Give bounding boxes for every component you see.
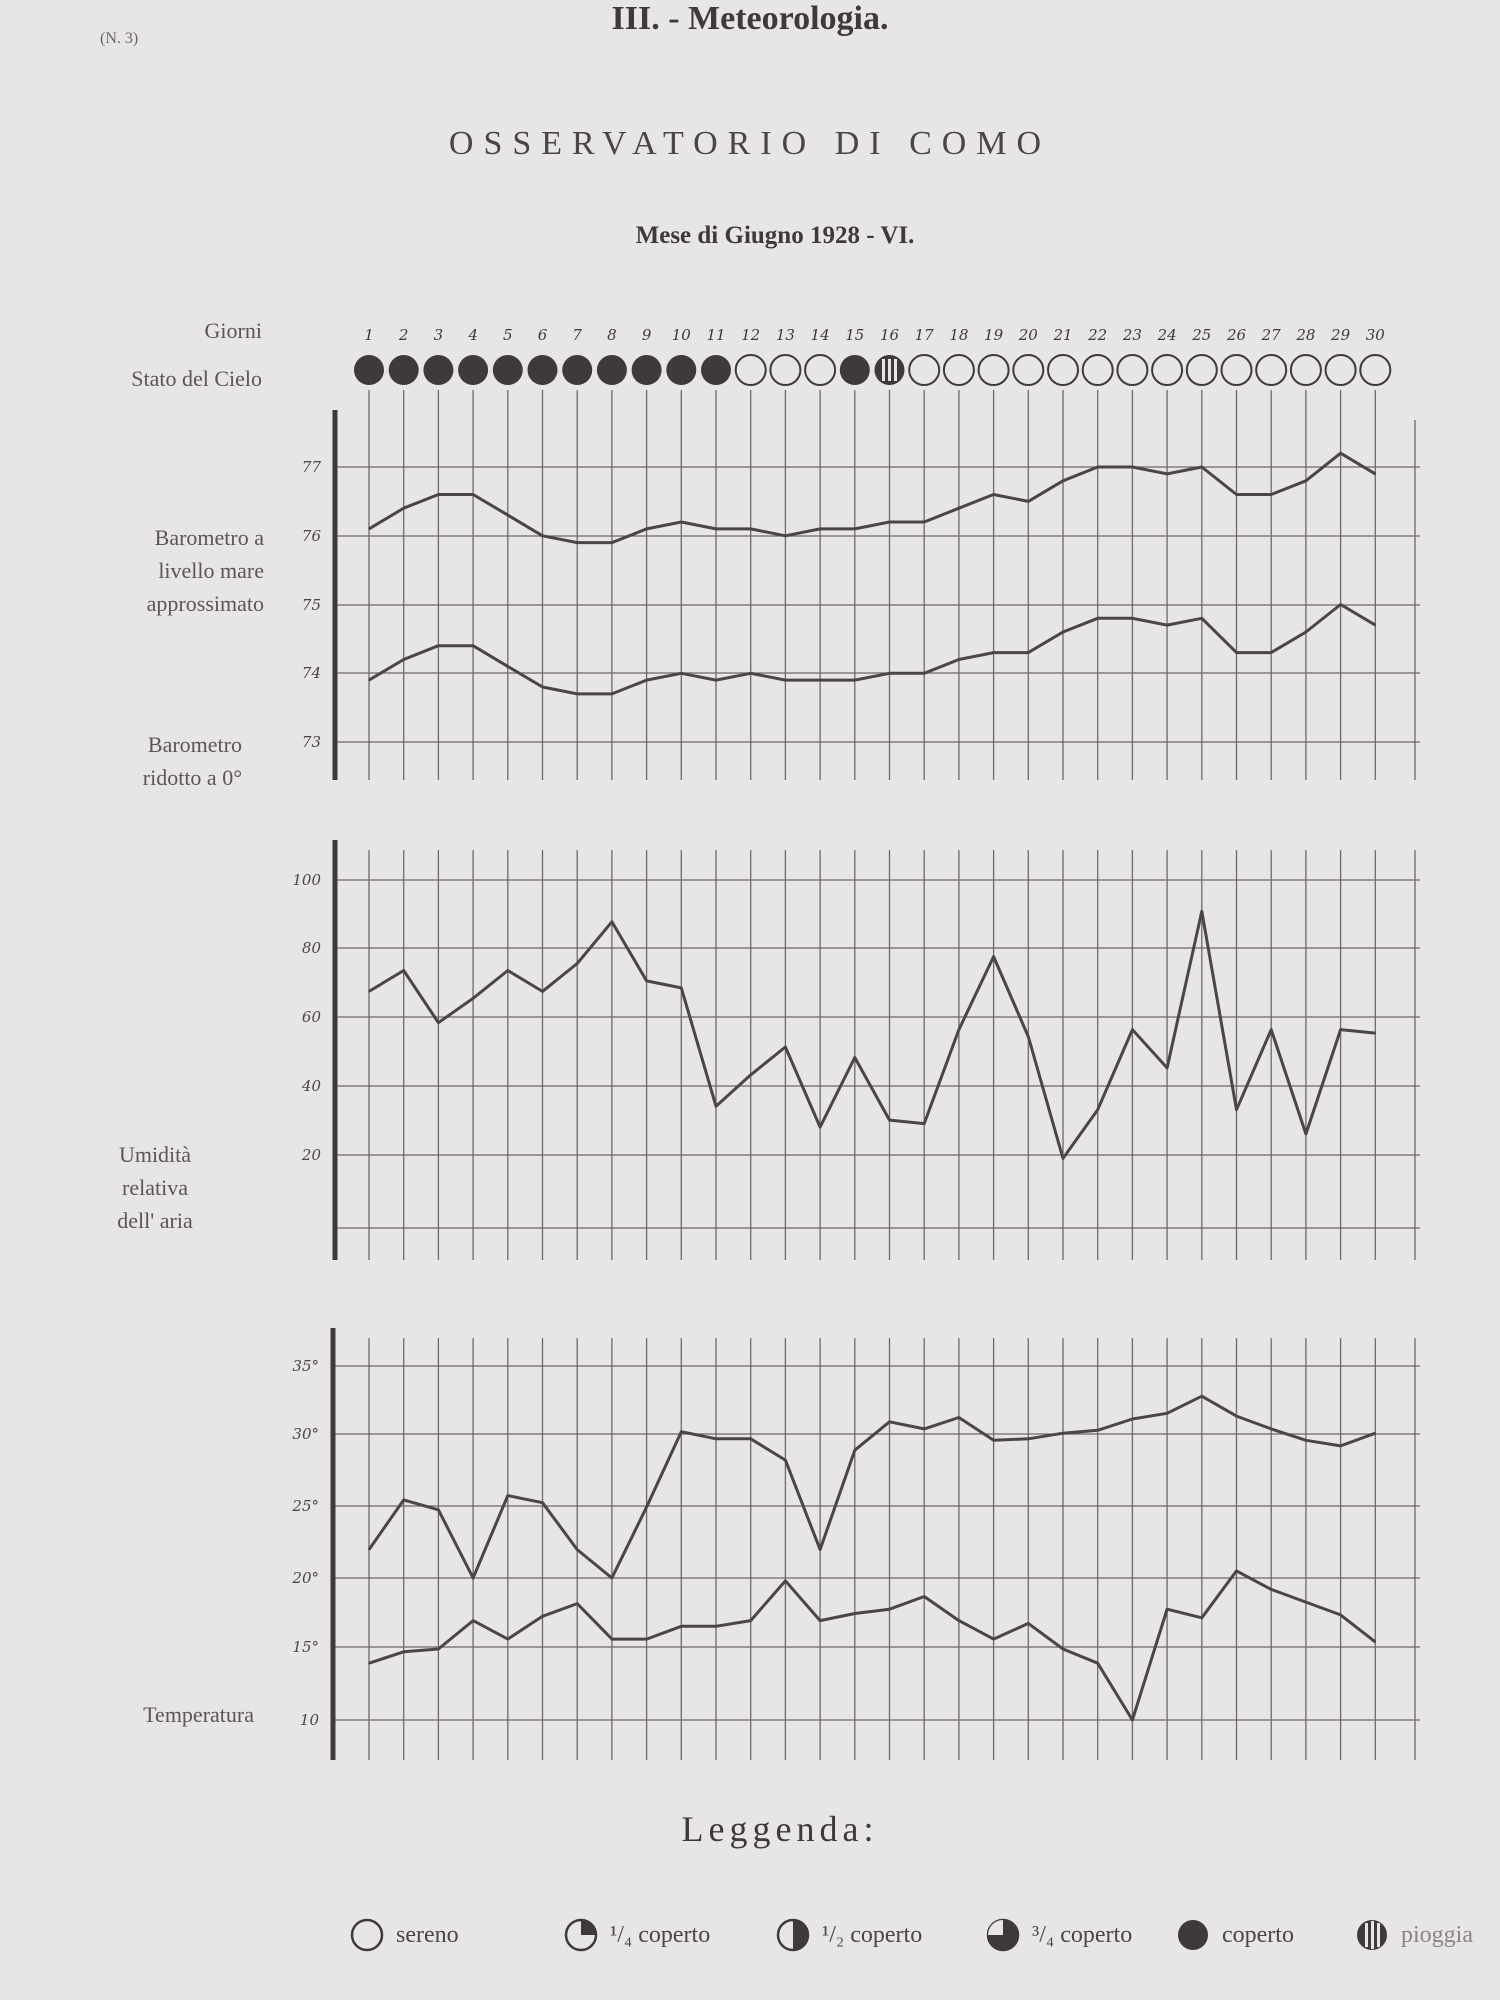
- barometer-sea-line-point: [1028, 501, 1030, 503]
- panel-2: [292, 840, 1420, 1260]
- temperature-min-line-point: [646, 1638, 648, 1640]
- barometer-zero-line-point: [438, 645, 440, 647]
- temperature-max-line-point: [1028, 1438, 1030, 1440]
- temperature-max-line-point: [681, 1431, 683, 1433]
- barometer-sea-line-point: [785, 535, 787, 537]
- sky-symbol-day-20: [1013, 355, 1043, 385]
- temperature-min-line-point: [542, 1616, 544, 1618]
- day-number-24: 24: [1157, 326, 1177, 344]
- panel-1: [302, 390, 1420, 780]
- sky-symbol-day-21: [1048, 355, 1078, 385]
- temperature-min-line-point: [1375, 1641, 1377, 1643]
- temperature-min-line-point: [507, 1638, 509, 1640]
- humidity-line-point: [854, 1057, 856, 1059]
- humidity-line-point: [1270, 1029, 1272, 1031]
- day-number-5: 5: [503, 326, 513, 344]
- temperature-min-line-point: [1305, 1601, 1307, 1603]
- barometer-sea-line-point: [611, 542, 613, 544]
- temperature-max-line-point: [923, 1428, 925, 1430]
- barometer-sea-line-point: [646, 528, 648, 530]
- temperature-min-line-point: [785, 1580, 787, 1582]
- barometer-zero-line-point: [819, 679, 821, 681]
- humidity-line-point: [819, 1126, 821, 1128]
- humidity-line-point: [958, 1029, 960, 1031]
- barometer-sea-line-point: [923, 521, 925, 523]
- y-tick-label: 30°: [292, 1425, 319, 1443]
- temperature-max-line-point: [1097, 1430, 1099, 1432]
- days-label: Giorni: [204, 318, 262, 343]
- barometer-zero-line-point: [1236, 652, 1238, 654]
- temperature-min-line-point: [472, 1620, 474, 1622]
- humidity-line-point: [1201, 911, 1203, 913]
- temperature-min-line-point: [750, 1620, 752, 1622]
- temperature-max-line-point: [1305, 1440, 1307, 1442]
- temperature-min-line-point: [819, 1620, 821, 1622]
- y-tick-label: 60: [301, 1008, 321, 1026]
- y-tick-label: 73: [301, 733, 321, 751]
- day-number-13: 13: [775, 326, 795, 344]
- y-tick-label: 100: [292, 871, 321, 889]
- temperature-max-line-point: [368, 1549, 370, 1551]
- temperature-max-line-point: [438, 1509, 440, 1511]
- y-tick-label: 20°: [292, 1569, 319, 1587]
- day-number-11: 11: [706, 326, 726, 344]
- sky-symbol-day-19: [979, 355, 1009, 385]
- barometer-sea-line-point: [542, 535, 544, 537]
- barometer-sea-line-point: [958, 507, 960, 509]
- legend: [350, 1918, 1480, 1968]
- temperature-max-line-point: [785, 1459, 787, 1461]
- temperature-min-line-point: [1097, 1662, 1099, 1664]
- section-title: III. - Meteorologia.: [611, 0, 889, 37]
- coperto-icon: [1176, 1918, 1210, 1952]
- sky-symbol-day-29: [1326, 355, 1356, 385]
- y-tick-label: 80: [301, 939, 321, 957]
- humidity-line-point: [472, 998, 474, 1000]
- sky-symbol-day-2: [389, 355, 419, 385]
- barometer-zero-line-point: [403, 659, 405, 661]
- temperature-min-line-point: [854, 1613, 856, 1615]
- barometer-zero-line-point: [1062, 631, 1064, 633]
- day-number-2: 2: [398, 326, 409, 344]
- barometer-sea-line-point: [368, 528, 370, 530]
- barometer-sea-line-point: [1166, 473, 1168, 475]
- barometer-zero-line-point: [750, 673, 752, 675]
- sky-symbol-day-25: [1187, 355, 1217, 385]
- temperature-max-line-point: [542, 1502, 544, 1504]
- sky-symbol-day-7: [562, 355, 592, 385]
- temperature-min-line-point: [611, 1638, 613, 1640]
- y-tick-label: 76: [301, 527, 321, 545]
- legend-item-sereno: sereno: [350, 1918, 459, 1952]
- day-number-16: 16: [879, 326, 900, 344]
- barometer-zero-line-point: [576, 693, 578, 695]
- barometer-sea-label: Barometro a livello mare approssimato: [146, 525, 264, 616]
- humidity-line-point: [1236, 1109, 1238, 1111]
- temperature-max-line-point: [403, 1499, 405, 1501]
- temperature-min-line-point: [1132, 1719, 1134, 1721]
- half-covered-icon: [776, 1918, 810, 1952]
- barometer-zero-line-point: [958, 659, 960, 661]
- y-tick-label: 75: [301, 596, 321, 614]
- humidity-line-point: [1097, 1109, 1099, 1111]
- humidity-label: Umidità relativa dell' aria: [117, 1142, 193, 1233]
- temperature-max-line-point: [646, 1506, 648, 1508]
- humidity-line-point: [507, 970, 509, 972]
- temperature-min-line-point: [681, 1626, 683, 1628]
- temperature-min-line-point: [403, 1651, 405, 1653]
- sky-symbol-day-24: [1152, 355, 1182, 385]
- legend-item-quarter: ¹/₄ coperto: [564, 1918, 710, 1952]
- legend-item-coperto: coperto: [1176, 1918, 1294, 1952]
- day-number-17: 17: [914, 326, 934, 344]
- day-number-4: 4: [468, 326, 478, 344]
- barometer-sea-line-point: [854, 528, 856, 530]
- humidity-line-point: [923, 1123, 925, 1125]
- barometer-zero-line-point: [854, 679, 856, 681]
- barometer-zero-line-point: [993, 652, 995, 654]
- y-tick-label: 35°: [292, 1357, 319, 1375]
- day-number-20: 20: [1018, 326, 1038, 344]
- temperature-min-line-point: [576, 1603, 578, 1605]
- day-number-29: 29: [1331, 326, 1351, 344]
- temperature-max-line-point: [993, 1440, 995, 1442]
- humidity-line-point: [368, 991, 370, 993]
- temperature-max-line-point: [472, 1577, 474, 1579]
- legend-title: Leggenda:: [681, 1809, 879, 1849]
- temperature-min-line-point: [889, 1608, 891, 1610]
- barometer-zero-line-point: [715, 679, 717, 681]
- sky-symbol-day-12: [736, 355, 766, 385]
- sereno-icon: [350, 1918, 384, 1952]
- humidity-line-point: [1340, 1029, 1342, 1031]
- temperature-min-line-point: [1166, 1608, 1168, 1610]
- humidity-line-point: [403, 970, 405, 972]
- day-number-14: 14: [810, 326, 830, 344]
- barometer-sea-line-point: [819, 528, 821, 530]
- barometer-zero-line-point: [368, 679, 370, 681]
- humidity-line-point: [681, 987, 683, 989]
- pioggia-icon: [1355, 1918, 1389, 1952]
- barometer-zero-line-point: [1201, 618, 1203, 620]
- barometer-sea-line-point: [1201, 466, 1203, 468]
- barometer-sea-line-point: [438, 494, 440, 496]
- barometer-sea-line-point: [1236, 494, 1238, 496]
- temperature-max-line-point: [1201, 1395, 1203, 1397]
- barometer-sea-line-point: [1375, 473, 1377, 475]
- legend-item-half: ¹/₂ coperto: [776, 1918, 922, 1952]
- sky-symbol-day-3: [423, 355, 453, 385]
- sky-symbol-day-27: [1256, 355, 1286, 385]
- day-number-6: 6: [537, 326, 548, 344]
- day-number-1: 1: [364, 326, 374, 344]
- temperature-min-line-point: [993, 1638, 995, 1640]
- temperature-max-line-point: [1340, 1445, 1342, 1447]
- sky-symbol-day-13: [770, 355, 800, 385]
- y-tick-label: 40: [301, 1077, 321, 1095]
- barometer-zero-line: [369, 605, 1375, 694]
- sky-symbol-day-14: [805, 355, 835, 385]
- sky-symbol-day-8: [597, 355, 627, 385]
- barometer-sea-line-point: [715, 528, 717, 530]
- humidity-line-point: [646, 980, 648, 982]
- observatory-title: OSSERVATORIO DI COMO: [448, 125, 1052, 162]
- legend-item-pioggia: pioggia: [1355, 1918, 1473, 1952]
- barometer-zero-label: Barometro ridotto a 0°: [142, 732, 242, 790]
- barometer-zero-line-point: [1375, 624, 1377, 626]
- temperature-max-line-point: [507, 1495, 509, 1497]
- day-number-8: 8: [607, 326, 617, 344]
- barometer-sea-line-point: [750, 528, 752, 530]
- humidity-line-point: [993, 956, 995, 958]
- day-number-28: 28: [1296, 326, 1316, 344]
- temperature-max-line-point: [576, 1549, 578, 1551]
- sky-symbol-day-11: [701, 355, 731, 385]
- day-number-22: 22: [1088, 326, 1108, 344]
- temperature-max-line-point: [1132, 1418, 1134, 1420]
- barometer-zero-line-point: [611, 693, 613, 695]
- sky-symbol-day-5: [493, 355, 523, 385]
- humidity-line-point: [889, 1119, 891, 1121]
- temperature-max-line-point: [611, 1577, 613, 1579]
- day-number-18: 18: [949, 326, 969, 344]
- temperature-max-line: [369, 1396, 1375, 1578]
- sky-symbol-day-23: [1117, 355, 1147, 385]
- sky-symbol-day-16: [875, 355, 905, 385]
- month-title: Mese di Giugno 1928 - VI.: [635, 222, 915, 249]
- page-number: (N. 3): [100, 30, 139, 47]
- barometer-zero-line-point: [889, 673, 891, 675]
- day-number-15: 15: [845, 326, 865, 344]
- barometer-zero-line-point: [646, 679, 648, 681]
- temperature-max-line-point: [958, 1417, 960, 1419]
- day-number-9: 9: [641, 326, 652, 344]
- temperature-max-line-point: [715, 1438, 717, 1440]
- temperature-max-line-point: [750, 1438, 752, 1440]
- day-number-26: 26: [1226, 326, 1247, 344]
- humidity-line-point: [1375, 1032, 1377, 1034]
- day-number-19: 19: [984, 326, 1004, 344]
- humidity-line-point: [1132, 1029, 1134, 1031]
- barometer-zero-line-point: [542, 686, 544, 688]
- temperature-min-line-point: [438, 1648, 440, 1650]
- day-number-21: 21: [1053, 326, 1073, 344]
- legend-item-three-quarter: ³/₄ coperto: [986, 1918, 1132, 1952]
- barometer-zero-line-point: [1132, 618, 1134, 620]
- sky-symbol-day-26: [1222, 355, 1252, 385]
- barometer-zero-line-point: [1270, 652, 1272, 654]
- sky-symbol-day-22: [1083, 355, 1113, 385]
- temperature-min-line-point: [1236, 1570, 1238, 1572]
- temperature-max-line-point: [889, 1421, 891, 1423]
- humidity-line-point: [715, 1105, 717, 1107]
- temperature-max-line-point: [819, 1549, 821, 1551]
- y-tick-label: 15°: [292, 1638, 319, 1656]
- barometer-sea-line-point: [1097, 466, 1099, 468]
- y-tick-label: 20: [301, 1146, 321, 1164]
- barometer-sea-line-point: [1305, 480, 1307, 482]
- barometer-zero-line-point: [1166, 624, 1168, 626]
- temperature-max-line-point: [1062, 1432, 1064, 1434]
- temperature-max-line-point: [854, 1449, 856, 1451]
- barometer-zero-line-point: [507, 666, 509, 668]
- temperature-min-line-point: [368, 1662, 370, 1664]
- barometer-sea-line-point: [576, 542, 578, 544]
- day-number-12: 12: [741, 326, 761, 344]
- barometer-zero-line-point: [1305, 631, 1307, 633]
- temperature-max-line-point: [1236, 1415, 1238, 1417]
- day-number-10: 10: [671, 326, 691, 344]
- temperature-min-line-point: [1270, 1589, 1272, 1591]
- sky-symbol-day-18: [944, 355, 974, 385]
- day-number-30: 30: [1365, 326, 1385, 344]
- day-number-23: 23: [1122, 326, 1142, 344]
- sky-symbol-day-17: [909, 355, 939, 385]
- temperature-min-line: [369, 1571, 1375, 1720]
- humidity-line-point: [785, 1046, 787, 1048]
- quarter-covered-icon: [564, 1918, 598, 1952]
- y-tick-label: 10: [299, 1711, 319, 1729]
- barometer-sea-line-point: [1340, 452, 1342, 454]
- humidity-line-point: [542, 991, 544, 993]
- humidity-line-point: [1062, 1158, 1064, 1160]
- y-tick-label: 25°: [292, 1497, 319, 1515]
- day-number-7: 7: [572, 326, 582, 344]
- sky-symbol-day-6: [528, 355, 558, 385]
- day-number-27: 27: [1261, 326, 1281, 344]
- day-number-25: 25: [1192, 326, 1212, 344]
- barometer-zero-line-point: [1097, 618, 1099, 620]
- day-number-3: 3: [433, 326, 444, 344]
- y-tick-label: 77: [301, 458, 321, 476]
- humidity-line-point: [438, 1022, 440, 1024]
- barometer-zero-line-point: [472, 645, 474, 647]
- sky-label: Stato del Cielo: [131, 366, 262, 391]
- barometer-zero-line-point: [681, 673, 683, 675]
- three-quarter-covered-icon: [986, 1918, 1020, 1952]
- temperature-max-line-point: [1375, 1432, 1377, 1434]
- barometer-zero-line-point: [1340, 604, 1342, 606]
- temperature-min-line-point: [923, 1596, 925, 1598]
- humidity-line-point: [611, 921, 613, 923]
- sky-symbol-day-1: [354, 355, 384, 385]
- barometer-sea-line-point: [889, 521, 891, 523]
- barometer-zero-line-point: [923, 673, 925, 675]
- barometer-sea-line-point: [472, 494, 474, 496]
- sky-symbol-day-30: [1360, 355, 1390, 385]
- barometer-sea-line-point: [507, 514, 509, 516]
- temperature-min-line-point: [1028, 1623, 1030, 1625]
- barometer-sea-line-point: [403, 507, 405, 509]
- sky-symbol-day-28: [1291, 355, 1321, 385]
- temperature-min-line-point: [1062, 1648, 1064, 1650]
- humidity-line-point: [750, 1074, 752, 1076]
- y-tick-label: 74: [301, 664, 321, 682]
- temperature-min-line-point: [715, 1626, 717, 1628]
- panel-3: [291, 1328, 1420, 1760]
- temperature-label: Temperatura: [143, 1702, 254, 1727]
- temperature-min-line-point: [958, 1620, 960, 1622]
- barometer-sea-line-point: [681, 521, 683, 523]
- barometer-sea-line-point: [1132, 466, 1134, 468]
- barometer-sea-line-point: [1062, 480, 1064, 482]
- sky-symbol-day-15: [840, 355, 870, 385]
- temperature-min-line-point: [1340, 1614, 1342, 1616]
- temperature-min-line-point: [1201, 1617, 1203, 1619]
- sky-symbol-day-10: [666, 355, 696, 385]
- barometer-sea-line-point: [1270, 494, 1272, 496]
- sky-symbol-day-4: [458, 355, 488, 385]
- sky-symbol-day-9: [632, 355, 662, 385]
- humidity-line-point: [576, 963, 578, 965]
- humidity-line-point: [1305, 1133, 1307, 1135]
- barometer-zero-line-point: [1028, 652, 1030, 654]
- temperature-max-line-point: [1166, 1413, 1168, 1415]
- barometer-zero-line-point: [785, 679, 787, 681]
- humidity-line-point: [1166, 1067, 1168, 1069]
- temperature-max-line-point: [1270, 1428, 1272, 1430]
- humidity-line-point: [1028, 1036, 1030, 1038]
- barometer-sea-line-point: [993, 494, 995, 496]
